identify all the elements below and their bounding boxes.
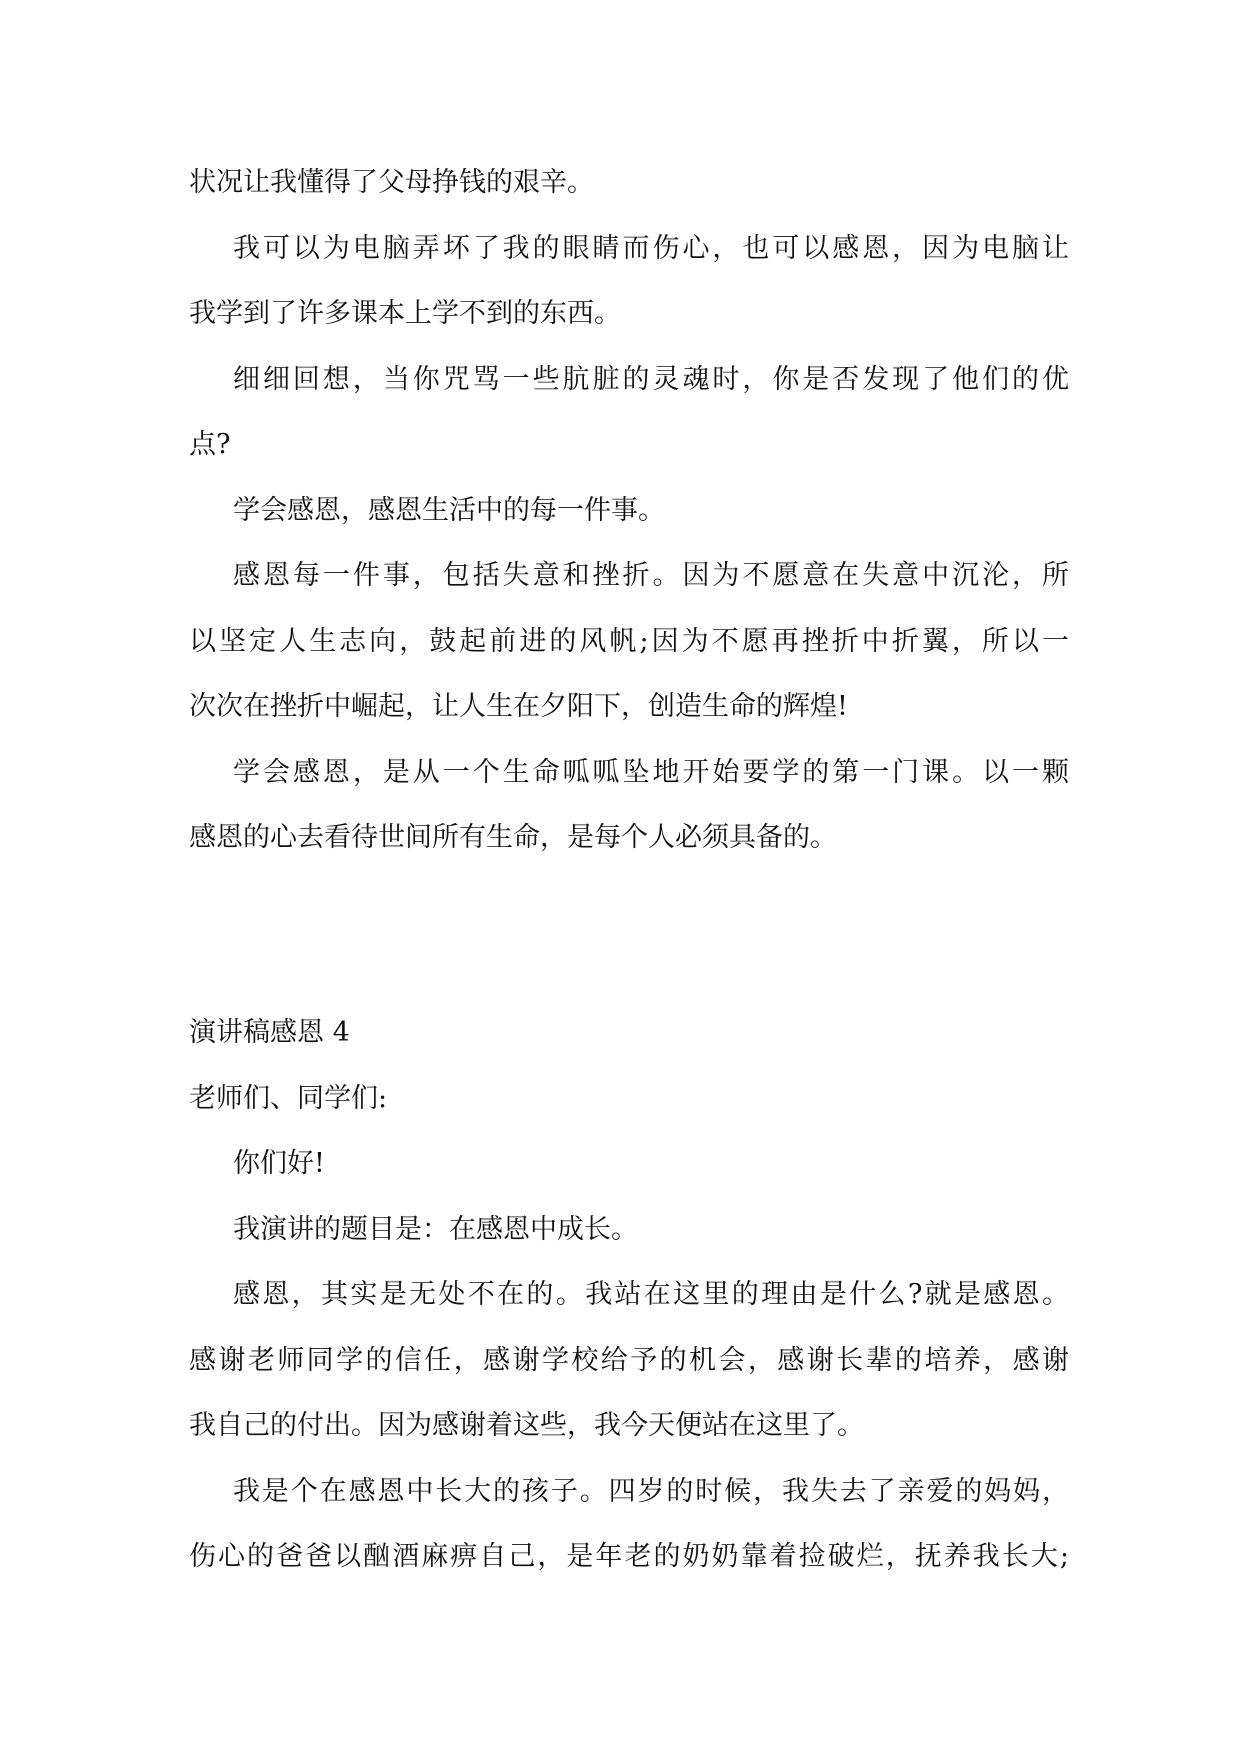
text-line: 细细回想，当你咒骂一些肮脏的灵魂时，你是否发现了他们的优 xyxy=(233,363,1069,395)
paragraph xyxy=(189,150,1069,216)
text-line: 老师们、同学们: xyxy=(189,1082,388,1114)
text-line: 状况让我懂得了父母挣钱的艰辛。 xyxy=(189,167,594,198)
text-line: 演讲稿感恩 4 xyxy=(189,1017,350,1048)
text-line: 你们好! xyxy=(233,1148,325,1179)
text-line: 感恩的心去看待世间所有生命，是每个人必须具备的。 xyxy=(189,822,837,853)
paragraph xyxy=(189,1131,1069,1197)
text-line: 我是个在感恩中长大的孩子。四岁的时候，我失去了亲爱的妈妈， xyxy=(233,1475,1069,1507)
text-line: 我可以为电脑弄坏了我的眼睛而伤心，也可以感恩，因为电脑让 xyxy=(233,232,1069,264)
body-text-section-2 xyxy=(189,1000,1069,1590)
text-line: 次次在挫折中崛起，让人生在夕阳下，创造生命的辉煌! xyxy=(189,691,848,722)
paragraph xyxy=(189,478,1069,544)
paragraph xyxy=(189,1197,1069,1263)
text-line: 伤心的爸爸以酗酒麻痹自己，是年老的奶奶靠着捡破烂，抚养我长大; xyxy=(189,1541,1069,1572)
paragraph xyxy=(189,347,1069,478)
paragraph xyxy=(189,543,1069,740)
body-text-section-1 xyxy=(189,150,1069,871)
text-line: 以坚定人生志向，鼓起前进的风帆;因为不愿再挫折中折翼，所以一 xyxy=(189,625,1069,657)
text-line: 感恩，其实是无处不在的。我站在这里的理由是什么?就是感恩。 xyxy=(233,1279,1069,1310)
paragraph xyxy=(189,216,1069,347)
text-line: 学会感恩，是从一个生命呱呱坠地开始要学的第一门课。以一颗 xyxy=(233,756,1069,788)
paragraph xyxy=(189,1459,1069,1590)
text-line: 我自己的付出。因为感谢着这些，我今天便站在这里了。 xyxy=(189,1410,864,1441)
text-line: 学会感恩，感恩生活中的每一件事。 xyxy=(233,494,665,526)
paragraph xyxy=(189,1066,1069,1132)
paragraph xyxy=(189,1000,1069,1066)
paragraph xyxy=(189,1262,1069,1459)
paragraph xyxy=(189,740,1069,871)
text-line: 我学到了许多课本上学不到的东西。 xyxy=(189,298,621,329)
text-line: 我演讲的题目是：在感恩中成长。 xyxy=(233,1213,638,1245)
text-line: 点? xyxy=(189,429,231,460)
text-line: 感恩每一件事，包括失意和挫折。因为不愿意在失意中沉沦，所 xyxy=(233,560,1069,591)
text-line: 感谢老师同学的信任，感谢学校给予的机会，感谢长辈的培养，感谢 xyxy=(189,1344,1069,1376)
